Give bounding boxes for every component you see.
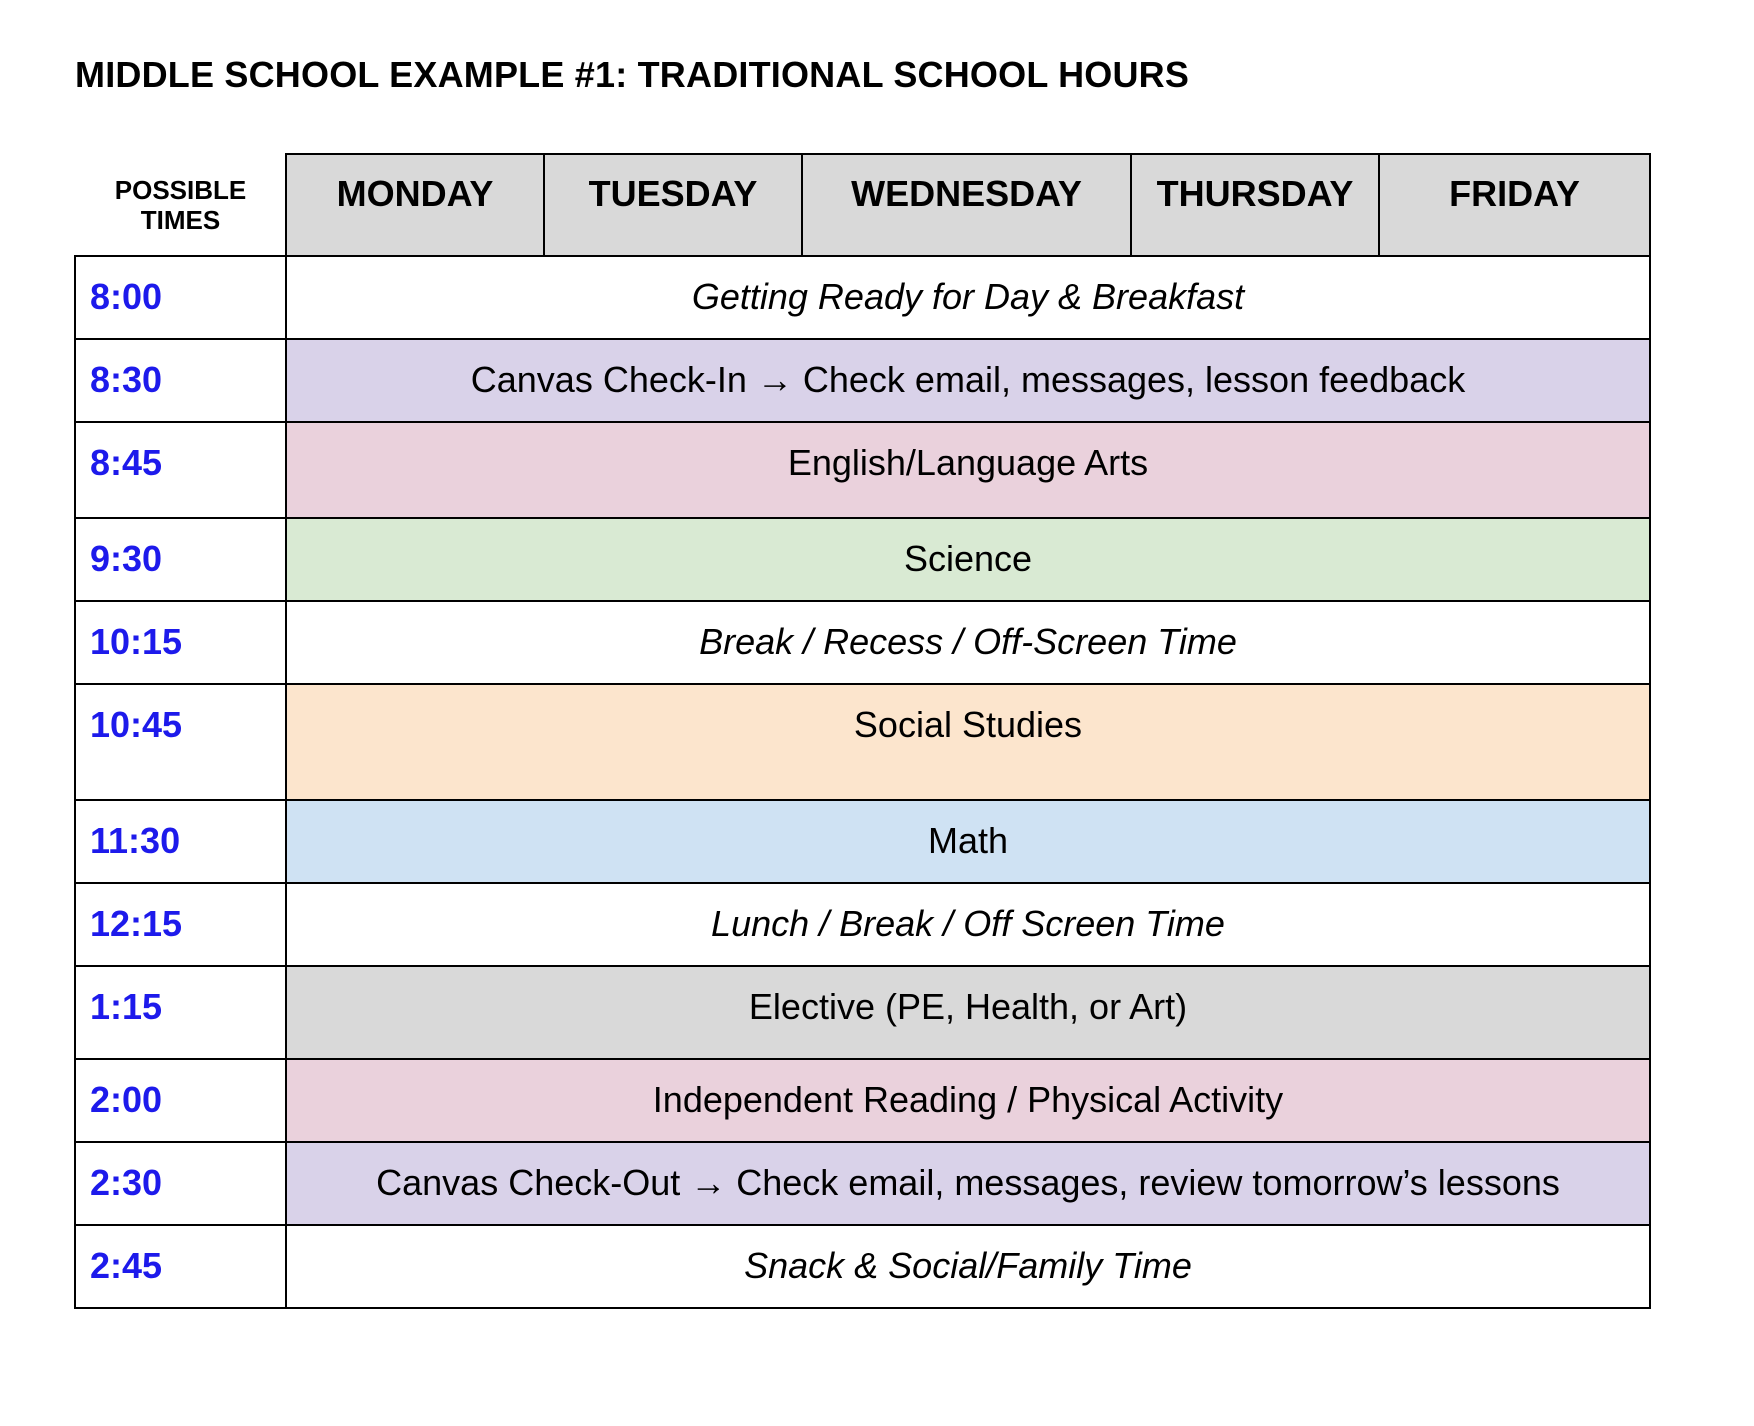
time-cell: 11:30 xyxy=(90,820,181,861)
activity-cell: Getting Ready for Day & Breakfast xyxy=(286,256,1650,339)
row-divider xyxy=(74,965,1651,967)
row-divider xyxy=(74,1058,1651,1060)
activity-cell: Science xyxy=(286,518,1650,601)
day-header-monday: MONDAY xyxy=(286,154,544,256)
day-header-friday: FRIDAY xyxy=(1379,154,1650,256)
row-divider xyxy=(74,683,1651,685)
activity-cell: Canvas Check-Out → Check email, messages, review tomorrow’s lessons xyxy=(286,1142,1650,1225)
time-cell: 8:45 xyxy=(90,442,163,483)
row-divider xyxy=(74,1307,1651,1309)
row-divider xyxy=(74,517,1651,519)
time-cell: 8:00 xyxy=(90,276,163,317)
row-divider xyxy=(74,338,1651,340)
row-divider xyxy=(74,1224,1651,1226)
page-title: MIDDLE SCHOOL EXAMPLE #1: TRADITIONAL SCHOOL HOURS xyxy=(75,54,1190,95)
table-border-left xyxy=(74,255,76,1309)
header-divider xyxy=(1649,153,1651,257)
time-cell: 2:30 xyxy=(90,1162,163,1203)
time-cell: 8:30 xyxy=(90,359,163,400)
activity-cell: English/Language Arts xyxy=(286,422,1650,518)
day-header-wednesday: WEDNESDAY xyxy=(802,154,1131,256)
row-divider xyxy=(74,600,1651,602)
time-cell: 2:00 xyxy=(90,1079,163,1120)
header-divider xyxy=(801,153,803,257)
row-divider xyxy=(74,882,1651,884)
time-cell: 9:30 xyxy=(90,538,163,579)
row-divider xyxy=(74,1141,1651,1143)
activity-cell: Break / Recess / Off-Screen Time xyxy=(286,601,1650,684)
table-border-right xyxy=(1649,255,1651,1309)
row-divider xyxy=(74,799,1651,801)
header-border-top xyxy=(285,153,1651,155)
activity-cell: Math xyxy=(286,800,1650,883)
activity-cell: Social Studies xyxy=(286,684,1650,800)
time-cell: 12:15 xyxy=(90,903,183,944)
activity-cell: Snack & Social/Family Time xyxy=(286,1225,1650,1308)
row-divider xyxy=(74,255,1651,257)
time-column-divider xyxy=(285,255,287,1309)
header-divider xyxy=(285,153,287,257)
row-divider xyxy=(74,421,1651,423)
time-cell: 10:45 xyxy=(90,704,183,745)
day-header-thursday: THURSDAY xyxy=(1131,154,1379,256)
header-divider xyxy=(543,153,545,257)
header-divider xyxy=(1378,153,1380,257)
time-cell: 1:15 xyxy=(90,986,163,1027)
activity-cell: Canvas Check-In → Check email, messages, lesson feedback xyxy=(286,339,1650,422)
header-divider xyxy=(1130,153,1132,257)
time-cell: 10:15 xyxy=(90,621,183,662)
activity-cell: Elective (PE, Health, or Art) xyxy=(286,966,1650,1059)
activity-cell: Lunch / Break / Off Screen Time xyxy=(286,883,1650,966)
time-cell: 2:45 xyxy=(90,1245,163,1286)
activity-cell: Independent Reading / Physical Activity xyxy=(286,1059,1650,1142)
possible-times-label: POSSIBLE TIMES xyxy=(114,175,247,235)
day-header-tuesday: TUESDAY xyxy=(544,154,802,256)
